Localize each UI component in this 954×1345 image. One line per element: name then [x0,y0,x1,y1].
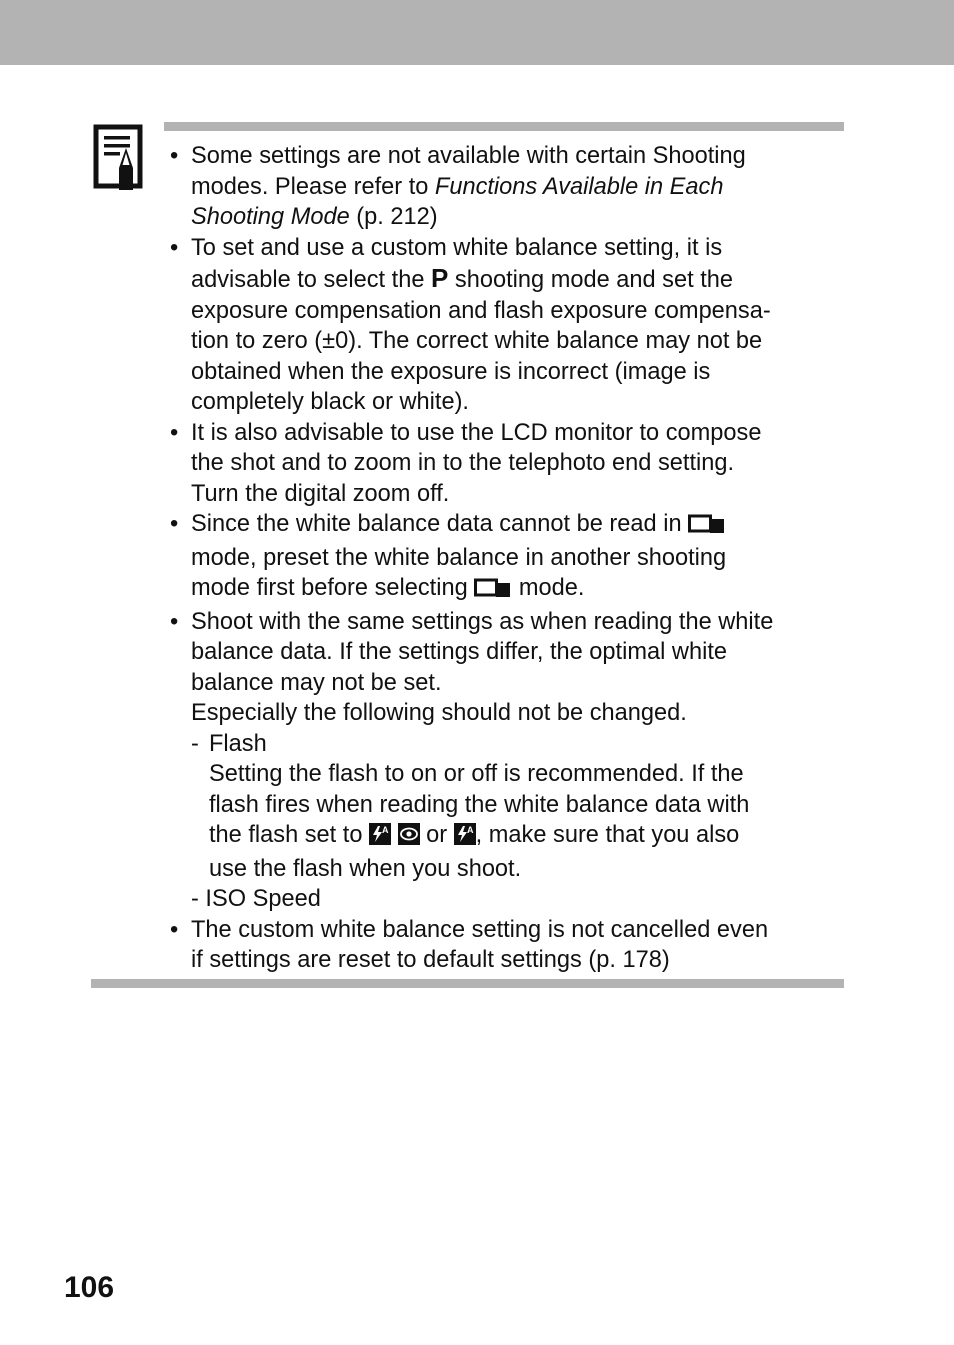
text-line: To set and use a custom white balance setting, it is [191,234,723,261]
text-span: advisable to select the [191,267,432,293]
text-line: It is also advisable to use the LCD monitor to compose [191,419,762,446]
bullet-dot: • [170,234,179,261]
list-item [168,233,848,418]
text-line [191,172,848,203]
text-span: the flash set to [209,822,370,848]
program-p-icon: P [431,263,449,293]
text-line: balance data. If the settings differ, the optimal white [191,639,727,665]
sub-item-dash: - [191,730,199,757]
list-item [168,915,848,976]
text-line [191,509,848,543]
note-memo-icon [93,124,145,192]
list-item [168,418,848,510]
red-eye-reduction-icon [398,823,420,854]
custom-white-balance-icon [688,512,726,543]
reference-title: Shooting Mode [191,204,350,230]
svg-text:A: A [466,825,474,835]
text-line: Shoot with the same settings as when reading the white [191,608,774,635]
text-line [191,573,848,607]
text-line: The custom white balance setting is not cancelled even [191,916,769,943]
text-line: use the flash when you shoot. [209,855,522,882]
text-line: balance may not be set. [191,669,442,696]
text-span: modes. Please refer to [191,173,435,200]
page-number: 106 [64,1271,115,1304]
text-line: obtained when the exposure is incorrect (image is [191,358,711,385]
sub-item-iso-speed [191,884,848,915]
text-line: the shot and to zoom in to the telephoto end setting. [191,450,735,476]
bullet-dot: • [170,143,179,169]
list-item [168,607,848,915]
text-span: shooting mode and set the [448,267,734,293]
svg-text:A: A [382,825,389,835]
sub-item-title: ISO Speed [205,886,321,912]
text-span: mode. [512,575,585,601]
text-line: Setting the flash to on or off is recommended. If the [209,761,744,787]
text-line: if settings are reset to default settings (p. 178) [191,947,670,973]
note-top-rule [164,122,844,131]
text-span: mode first before selecting [191,575,475,601]
text-line [191,263,848,296]
text-line: completely black or white). [191,389,469,415]
sub-item-dash: - [191,886,206,912]
text-line: Turn the digital zoom off. [191,480,450,507]
text-line: tion to zero (±0). The correct white balance may not be [191,328,763,354]
sub-item-flash [191,729,848,885]
list-item [168,509,848,607]
bullet-dot: • [170,419,179,446]
bullet-dot: • [170,511,179,537]
text-line: exposure compensation and flash exposure compensa- [191,297,771,324]
text-line: flash fires when reading the white balance data with [209,791,750,818]
flash-auto-icon [454,823,476,854]
header-band [0,0,954,65]
note-bottom-rule [91,979,844,988]
text-line [209,820,848,854]
bullet-dot: • [170,916,179,943]
text-span: Since the white balance data cannot be read in [191,511,689,537]
text-line: Some settings are not available with certain Shooting [191,143,746,169]
page-reference: (p. 212) [349,204,438,230]
text-span: or [419,822,454,848]
custom-white-balance-icon [474,576,512,607]
text-line [191,202,848,233]
bullet-dot: • [170,608,179,635]
flash-auto-icon [369,823,391,854]
text-line: Especially the following should not be changed. [191,700,687,726]
text-span: , make sure that you also [475,822,740,848]
reference-title: Functions Available in Each [434,173,724,200]
list-item [168,141,848,233]
text-line: mode, preset the white balance in another shooting [191,544,727,571]
note-content [168,141,848,976]
sub-item-title: Flash [209,730,267,757]
